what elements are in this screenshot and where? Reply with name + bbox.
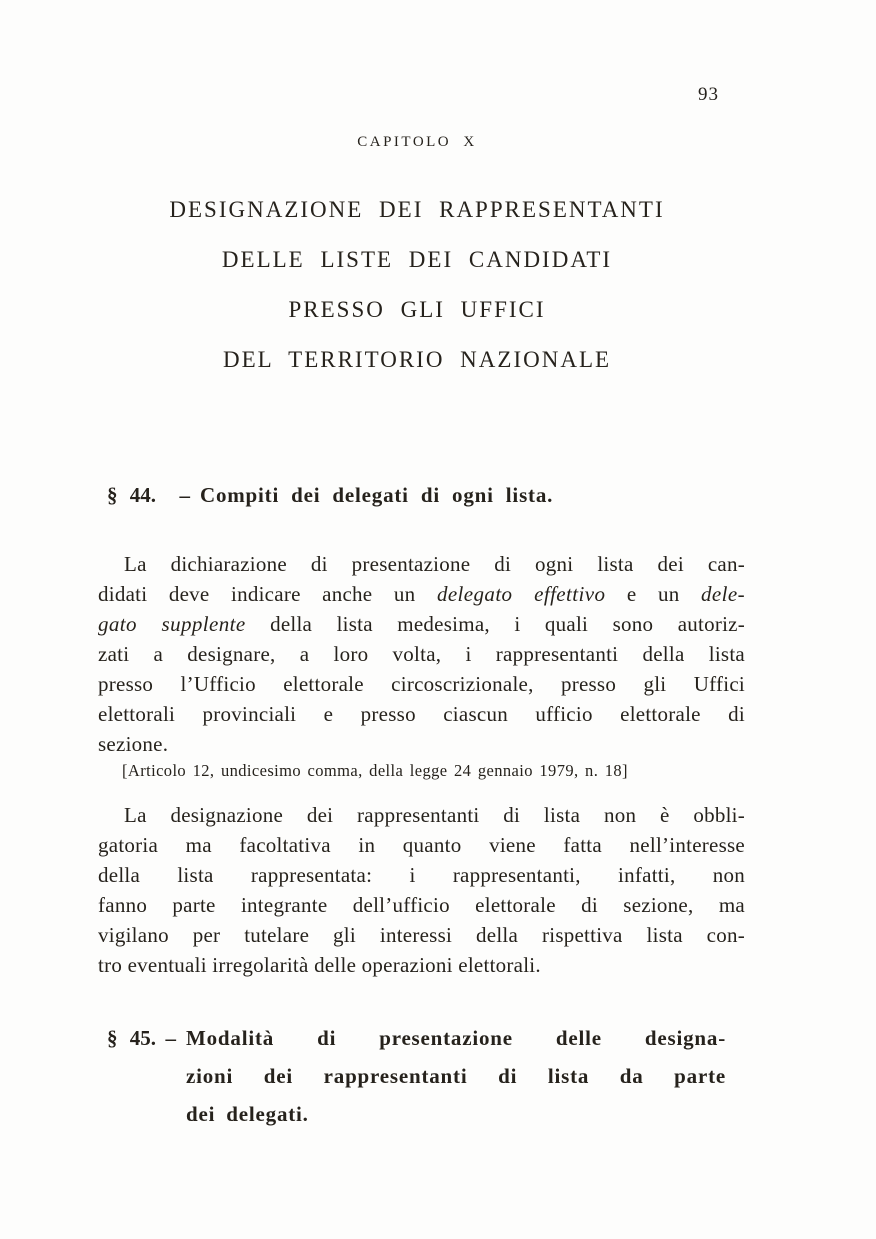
text-line xyxy=(98,639,745,669)
text-line: dei delegati. xyxy=(186,1102,309,1126)
section-44-marker xyxy=(98,480,200,510)
text-line xyxy=(98,800,745,830)
text-line: zioni dei rappresentanti di lista da parte xyxy=(186,1064,726,1088)
text-line xyxy=(98,699,745,729)
italic-text: gato supplente xyxy=(98,612,246,636)
text-line xyxy=(98,860,745,890)
section-number: § 45. xyxy=(107,1026,156,1050)
text-segment: sezione. xyxy=(98,732,169,756)
chapter-title-line: DEL TERRITORIO NAZIONALE xyxy=(222,347,612,372)
italic-text: delegato effettivo xyxy=(436,582,606,606)
text-segment: didati deve indicare anche un xyxy=(98,582,437,606)
text-line: Modalità di presentazione delle designa- xyxy=(186,1026,726,1050)
section-45-heading xyxy=(98,1019,726,1133)
text-segment: e un xyxy=(605,582,702,606)
section-dash: – xyxy=(165,1026,176,1050)
text-segment: della lista rappresentata: i rappresentanti, infatti, non xyxy=(98,863,745,887)
text-segment: della lista medesima, i quali sono autoriz- xyxy=(245,612,745,636)
text-segment: tro eventuali irregolarità delle operazioni elettorali. xyxy=(98,953,541,977)
paragraph-2 xyxy=(98,800,745,980)
text-line xyxy=(98,890,745,920)
section-45-title xyxy=(186,1019,726,1133)
text-line xyxy=(98,729,745,759)
chapter-label: CAPITOLO X xyxy=(357,134,477,150)
text-segment: gatoria ma facoltativa in quanto viene fatta nell’interesse xyxy=(98,833,745,857)
chapter-title xyxy=(98,185,736,385)
text-line xyxy=(98,549,745,579)
text-segment: zati a designare, a loro volta, i rappresentanti della lista xyxy=(98,642,745,666)
section-dash: – xyxy=(179,483,190,507)
text-line xyxy=(98,609,745,639)
section-44-heading xyxy=(98,480,745,510)
text-segment: La designazione dei rappresentanti di lista non è obbli- xyxy=(124,803,745,827)
text-segment: presso l’Ufficio elettorale circoscrizionale, presso gli Uffici xyxy=(98,672,745,696)
chapter-title-line: DESIGNAZIONE DEI RAPPRESENTANTI xyxy=(169,197,665,222)
chapter-title-line: DELLE LISTE DEI CANDIDATI xyxy=(221,247,613,272)
italic-text: dele- xyxy=(701,582,745,606)
paragraph-1 xyxy=(98,549,745,759)
page-number: 93 xyxy=(698,84,719,105)
text-line xyxy=(98,920,745,950)
text-segment: La dichiarazione di presentazione di ogni lista dei can- xyxy=(124,552,745,576)
section-44-title: Compiti dei delegati di ogni lista. xyxy=(200,483,554,507)
law-citation: [Articolo 12, undicesimo comma, della legge 24 gennaio 1979, n. 18] xyxy=(122,761,628,780)
text-line xyxy=(98,830,745,860)
text-line xyxy=(98,669,745,699)
text-segment: vigilano per tutelare gli interessi della rispettiva lista con- xyxy=(98,923,745,947)
section-number: § 44. xyxy=(107,483,156,507)
text-line xyxy=(98,950,745,980)
text-line xyxy=(98,579,745,609)
chapter-title-line: PRESSO GLI UFFICI xyxy=(288,297,546,322)
text-segment: elettorali provinciali e presso ciascun ufficio elettorale di xyxy=(98,702,745,726)
section-45-marker xyxy=(98,1019,186,1133)
text-segment: fanno parte integrante dell’ufficio elettorale di sezione, ma xyxy=(98,893,745,917)
